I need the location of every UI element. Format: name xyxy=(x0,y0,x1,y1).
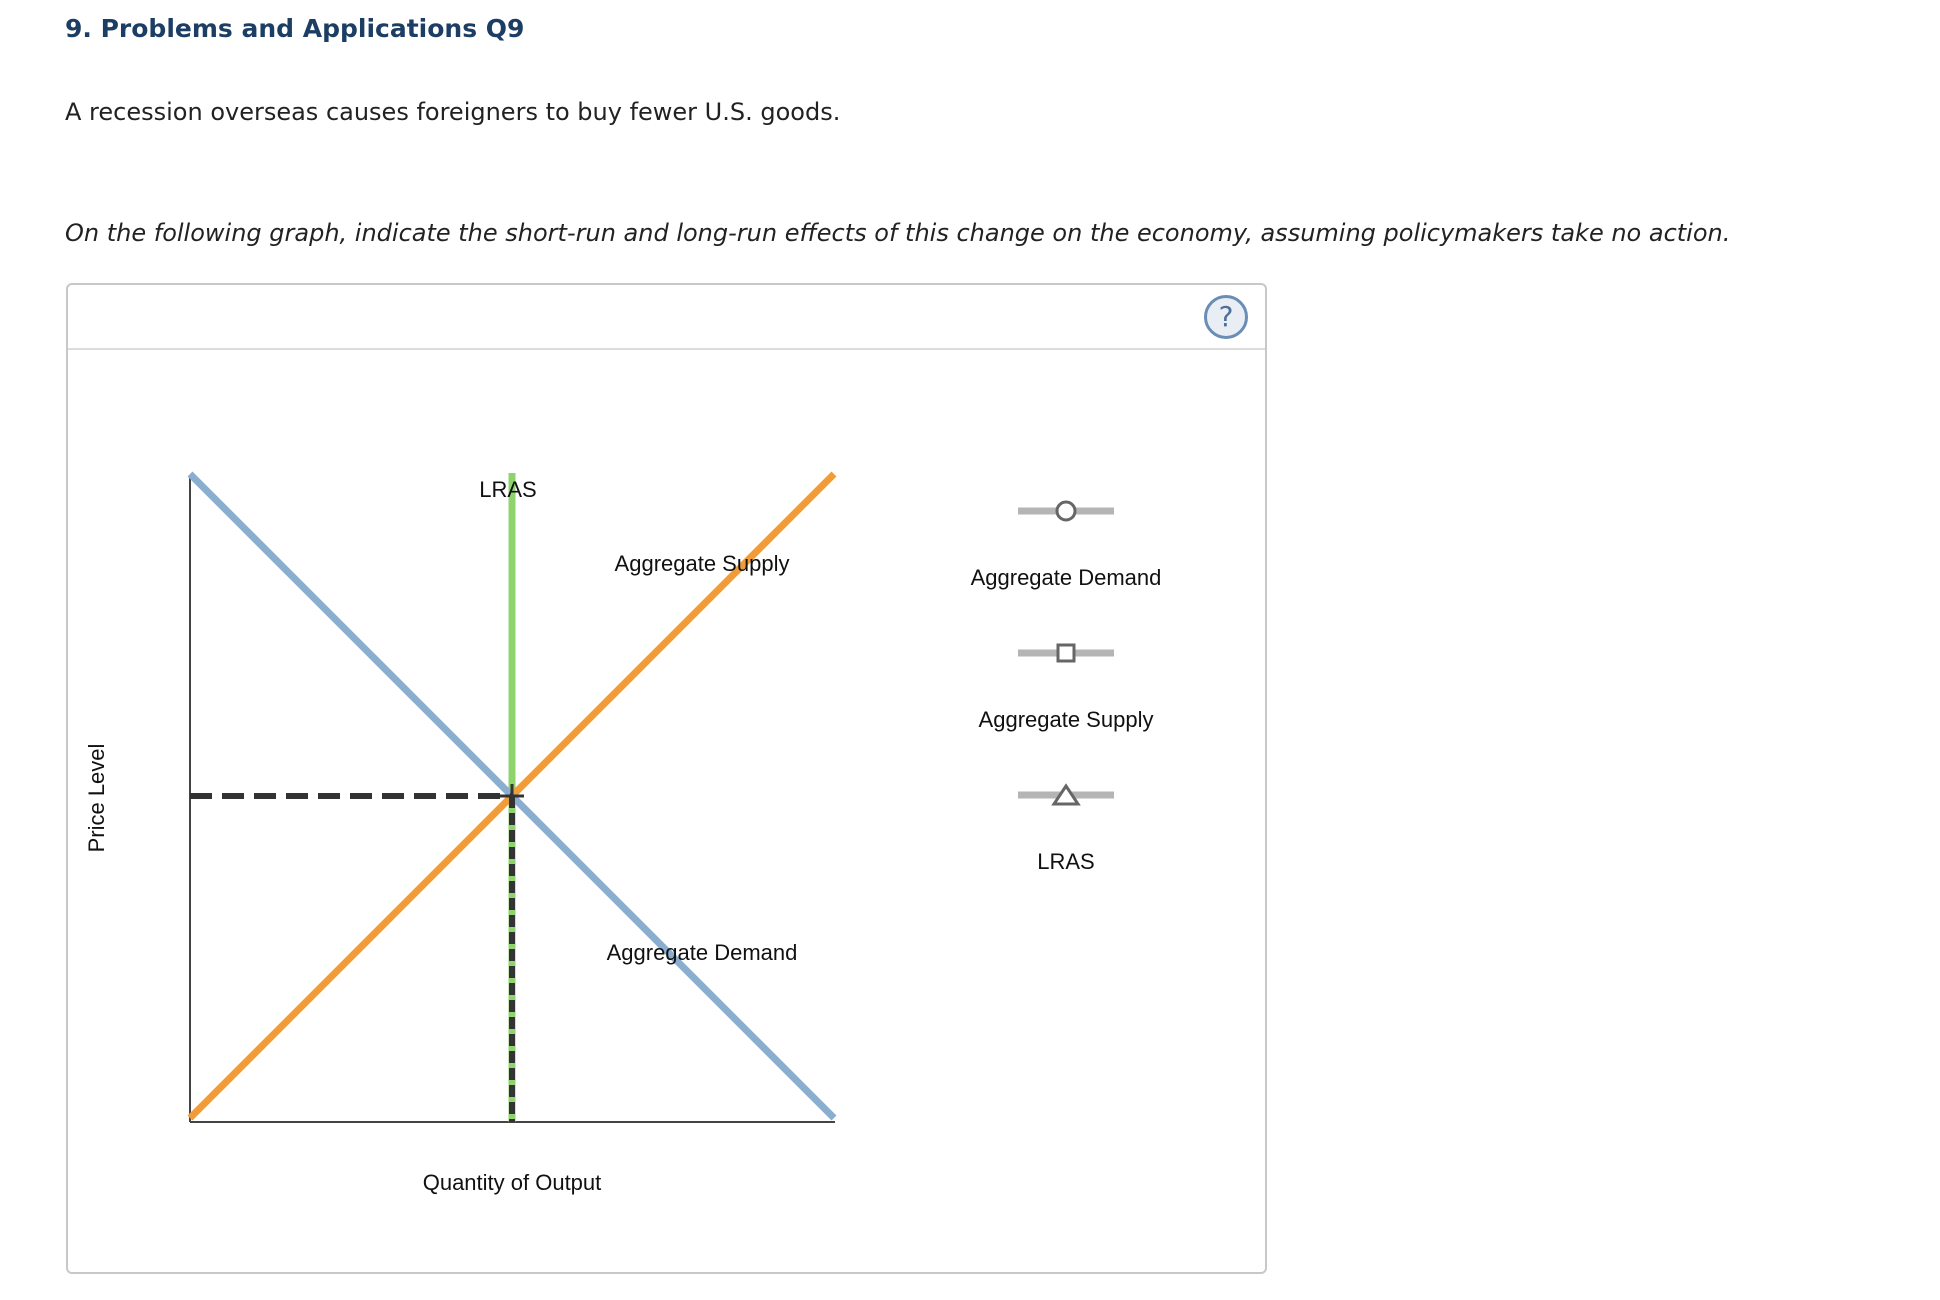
lras-curve-label: LRAS xyxy=(479,477,537,502)
palette-tool-aggregate-demand[interactable] xyxy=(971,502,1162,590)
graph-panel xyxy=(66,283,1267,1274)
square-handle-icon xyxy=(1058,645,1074,661)
aggregate-demand-curve-label: Aggregate Demand xyxy=(606,940,798,965)
palette-tool-label: LRAS xyxy=(1037,849,1095,874)
palette-tool-label: Aggregate Demand xyxy=(970,565,1162,590)
y-axis-label: Price Level xyxy=(84,743,109,853)
help-icon[interactable]: ? xyxy=(1204,295,1248,339)
aggregate-supply-curve-label: Aggregate Supply xyxy=(614,551,790,576)
question-title: 9. Problems and Applications Q9 xyxy=(65,14,525,43)
x-axis-label: Quantity of Output xyxy=(422,1170,602,1195)
question-prompt: A recession overseas causes foreigners to buy fewer U.S. goods. xyxy=(65,98,841,126)
circle-handle-icon xyxy=(1057,502,1075,520)
graph-canvas[interactable] xyxy=(68,285,1265,1272)
palette-tool-lras[interactable] xyxy=(1018,786,1114,874)
question-instruction: On the following graph, indicate the short-run and long-run effects of this change on the economy, assuming policymakers take no action. xyxy=(65,219,1731,247)
palette-tool-label: Aggregate Supply xyxy=(978,707,1154,732)
palette-tool-aggregate-supply[interactable] xyxy=(979,645,1154,732)
